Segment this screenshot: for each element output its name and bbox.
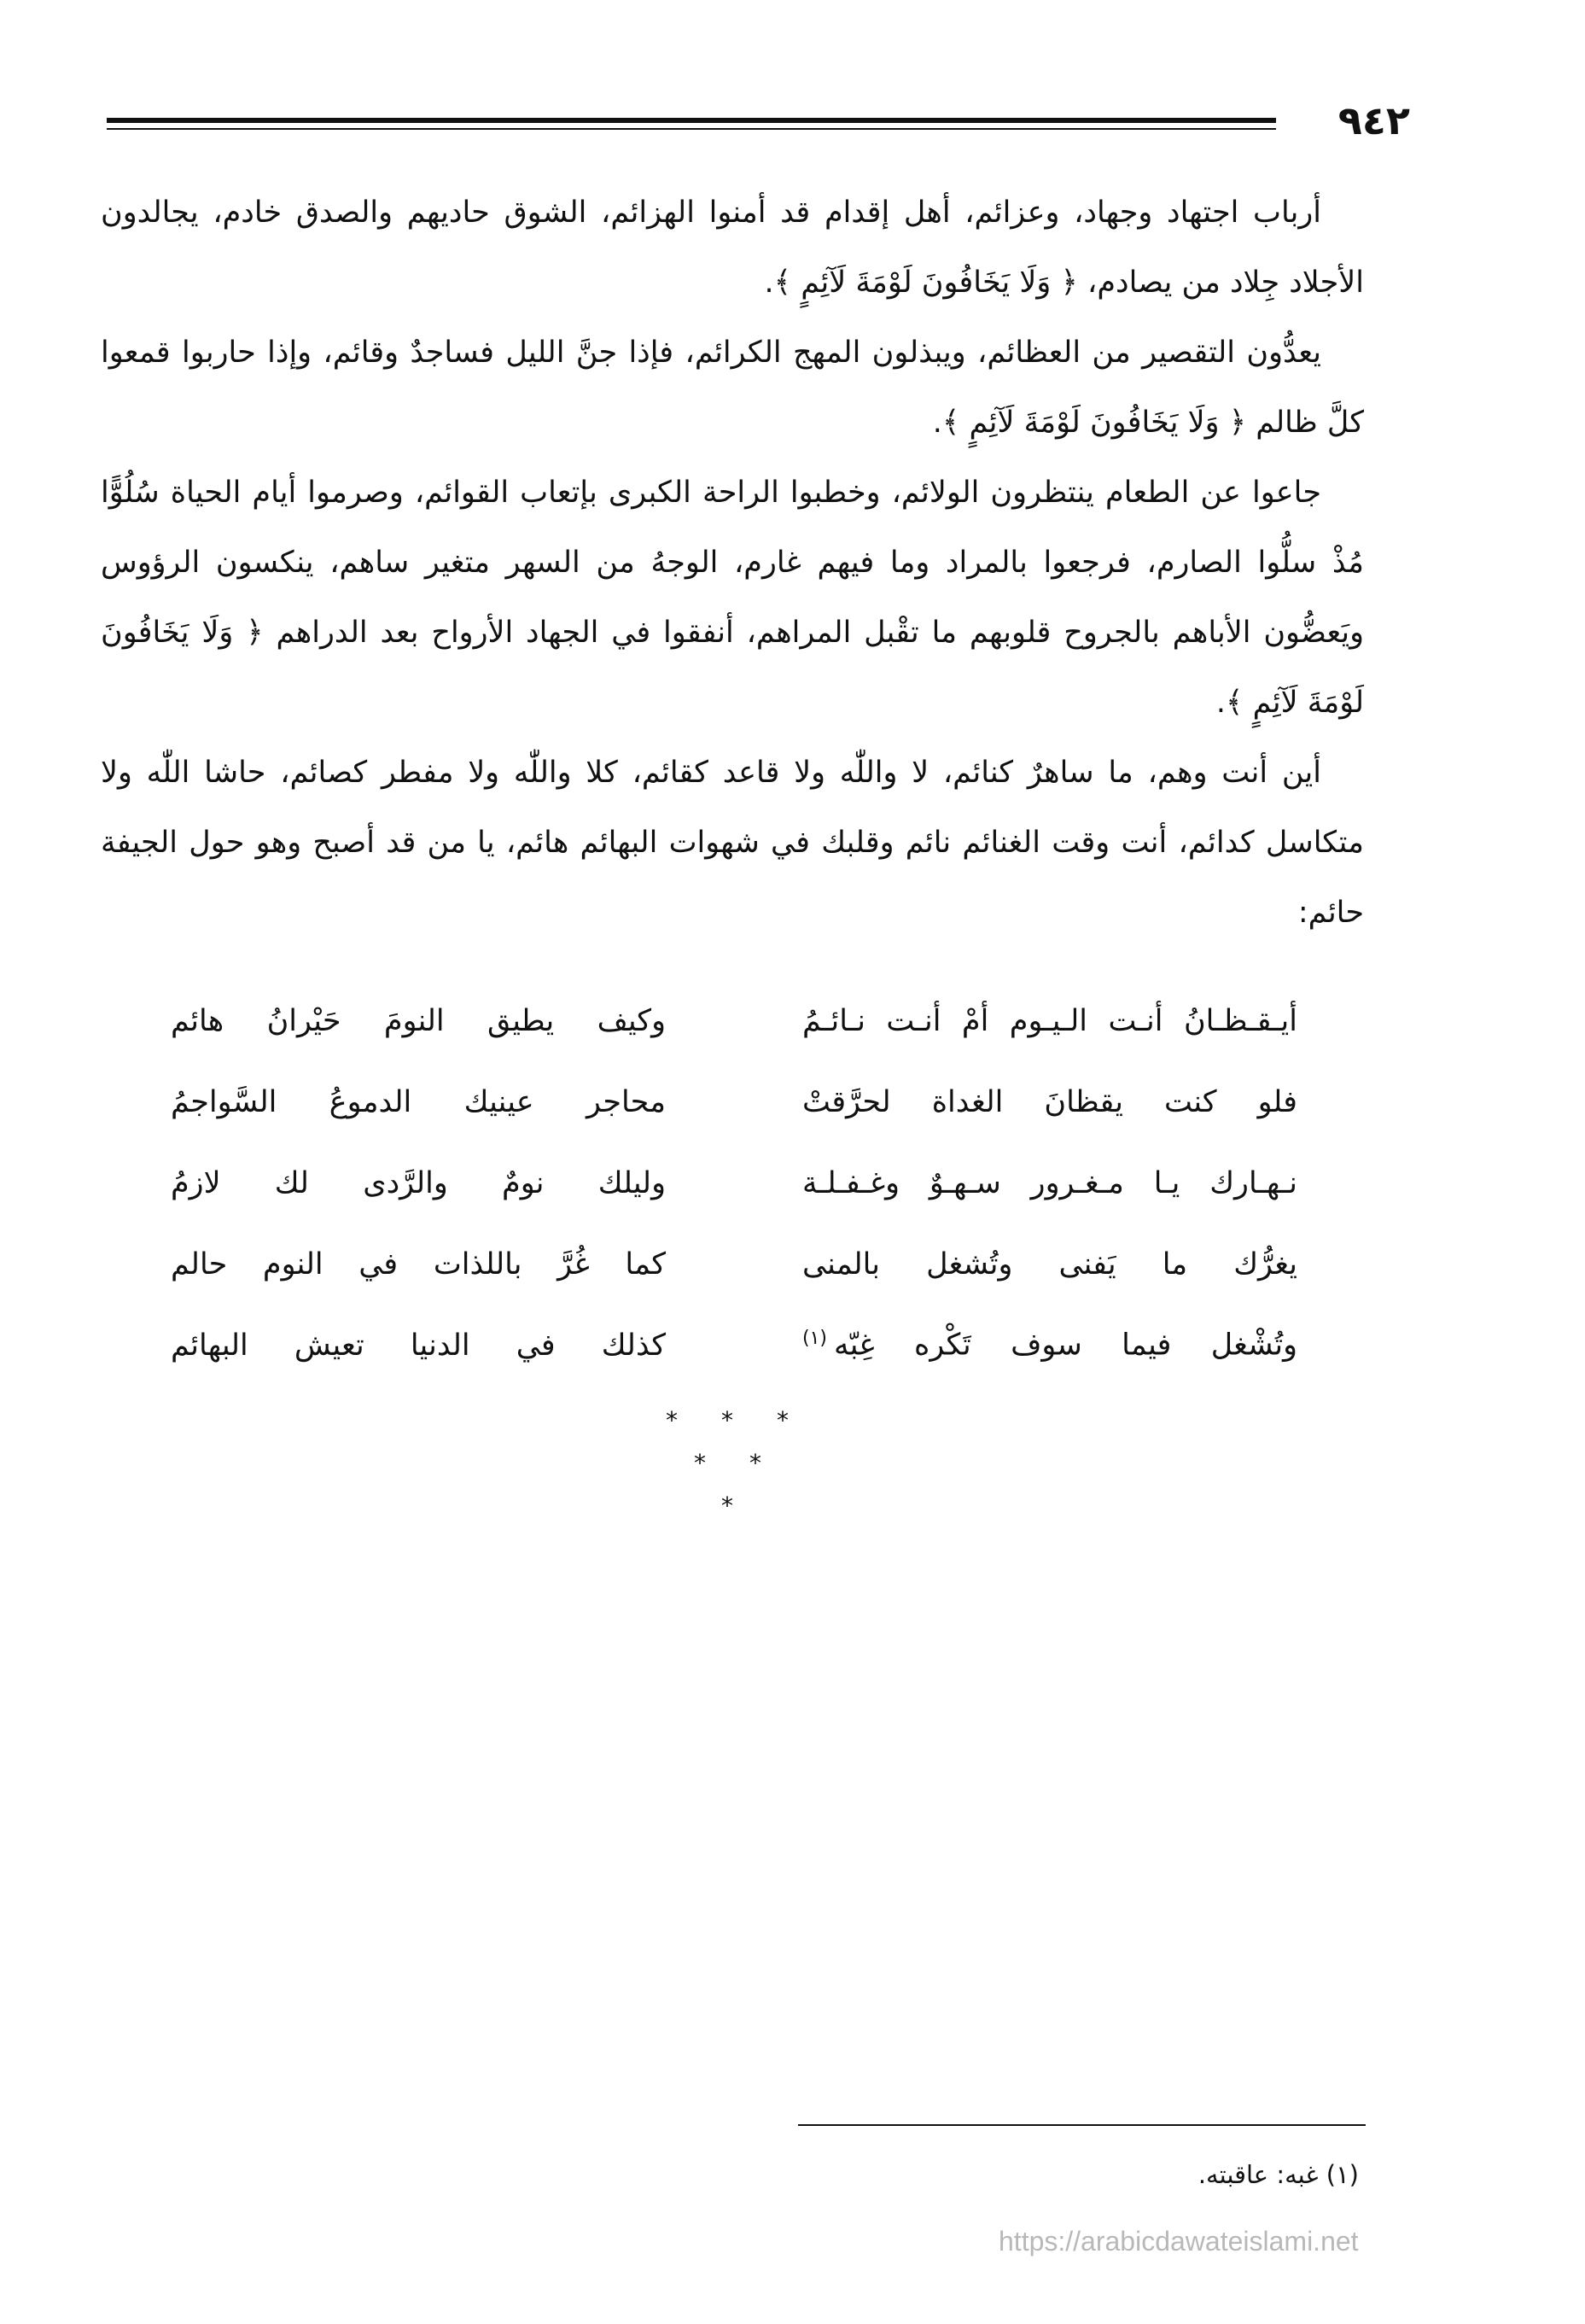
page-number: ٩٤٢ xyxy=(1337,97,1410,143)
paragraph: أرباب اجتهاد وجهاد، وعزائم، أهل إقدام قد أمنوا الهزائم، الشوق حاديهم والصدق خادم، يجالدون الأجلاد جِلاد من يصادم، ﴿ وَلَا يَخَافُونَ لَوْمَةَ لَآئِمٍ ﴾. xyxy=(101,196,1364,300)
footnote: (١) غبه: عاقبته. xyxy=(1197,2160,1359,2189)
separator-star-icon: * xyxy=(749,1449,761,1477)
poem-verse xyxy=(171,1061,1297,1142)
header-rule-thick xyxy=(107,118,1276,123)
verse-second-hemistich: كما غُرَّ باللذات في النوم حالم xyxy=(171,1247,666,1282)
watermark-url: https://arabicdawateislami.net xyxy=(999,2226,1359,2257)
verse-second-hemistich: محاجر عينيك الدموعُ السَّواجمُ xyxy=(171,1084,666,1119)
separator-star-icon: * xyxy=(777,1406,789,1434)
poem-verse xyxy=(171,1142,1297,1223)
poem-verse xyxy=(171,1305,1297,1386)
paragraph: يعدُّون التقصير من العظائم، ويبذلون المهج الكرائم، فإذا جنَّ الليل فساجدٌ وقائم، وإذا حاربوا قمعوا كلَّ ظالم ﴿ وَلَا يَخَافُونَ لَوْمَةَ لَآئِمٍ ﴾. xyxy=(101,336,1364,440)
body-text xyxy=(101,178,1364,948)
poem-verse xyxy=(171,980,1297,1061)
verse-first-hemistich: يغرُّك ما يَفنى وتُشغل بالمنى xyxy=(802,1247,1297,1282)
separator-star-icon: * xyxy=(694,1449,706,1477)
footnote-reference: (١) xyxy=(802,1328,828,1350)
verse-second-hemistich: وليلك نومٌ والرَّدى لك لازمُ xyxy=(171,1165,666,1200)
verse-second-hemistich: كذلك في الدنيا تعيش البهائم xyxy=(171,1328,666,1363)
poem-verse xyxy=(171,1223,1297,1305)
paragraph: جاعوا عن الطعام ينتظرون الولائم، وخطبوا الراحة الكبرى بإتعاب القوائم، وصرموا أيام الحياة سُلُوًّا مُذْ سلُّوا الصارم، فرجعوا بالمراد وما فيهم غارم، الوجهُ من السهر متغير ساهم، ينكسون الرؤوس ويَعضُّون الأباهم بالجروح قلوبهم ما تقْبل المراهم، أنفقوا في الجهاد الأرواح بعد الدراهم ﴿ وَلَا يَخَافُونَ لَوْمَةَ لَآئِمٍ ﴾. xyxy=(101,476,1364,720)
verse-first-hemistich: فلو كنت يقظانَ الغداة لحرَّقتْ xyxy=(802,1084,1297,1119)
separator-star-icon: * xyxy=(721,1492,733,1520)
poem xyxy=(171,980,1297,1386)
separator-star-icon: * xyxy=(721,1406,733,1434)
section-separator xyxy=(649,1406,819,1537)
header-rule-thin xyxy=(107,128,1276,130)
verse-first-hemistich xyxy=(802,1328,1297,1363)
verse-first-hemistich: أيـقـظـانُ أنـت الـيـوم أمْ أنـت نـائـمُ xyxy=(802,1003,1297,1038)
verse-first-hemistich-text: وتُشْغل فيما سوف تَكْره غِبّه xyxy=(834,1328,1297,1363)
footnote-rule xyxy=(798,2124,1366,2126)
verse-first-hemistich: نـهـارك يـا مـغـرور سـهـوٌ وغـفـلـة xyxy=(802,1165,1297,1200)
paragraph: أين أنت وهم، ما ساهرٌ كنائم، لا واللّٰه ولا قاعد كقائم، كلا واللّٰه ولا مفطر كصائم، حاشا اللّٰه ولا متكاسل كدائم، أنت وقت الغنائم نائم وقلبك في شهوات البهائم هائم، يا من قد أصبح وهو حول الجيفة حائم: xyxy=(101,756,1364,930)
verse-second-hemistich: وكيف يطيق النومَ حَيْرانُ هائم xyxy=(171,1003,666,1038)
separator-star-icon: * xyxy=(666,1406,678,1434)
